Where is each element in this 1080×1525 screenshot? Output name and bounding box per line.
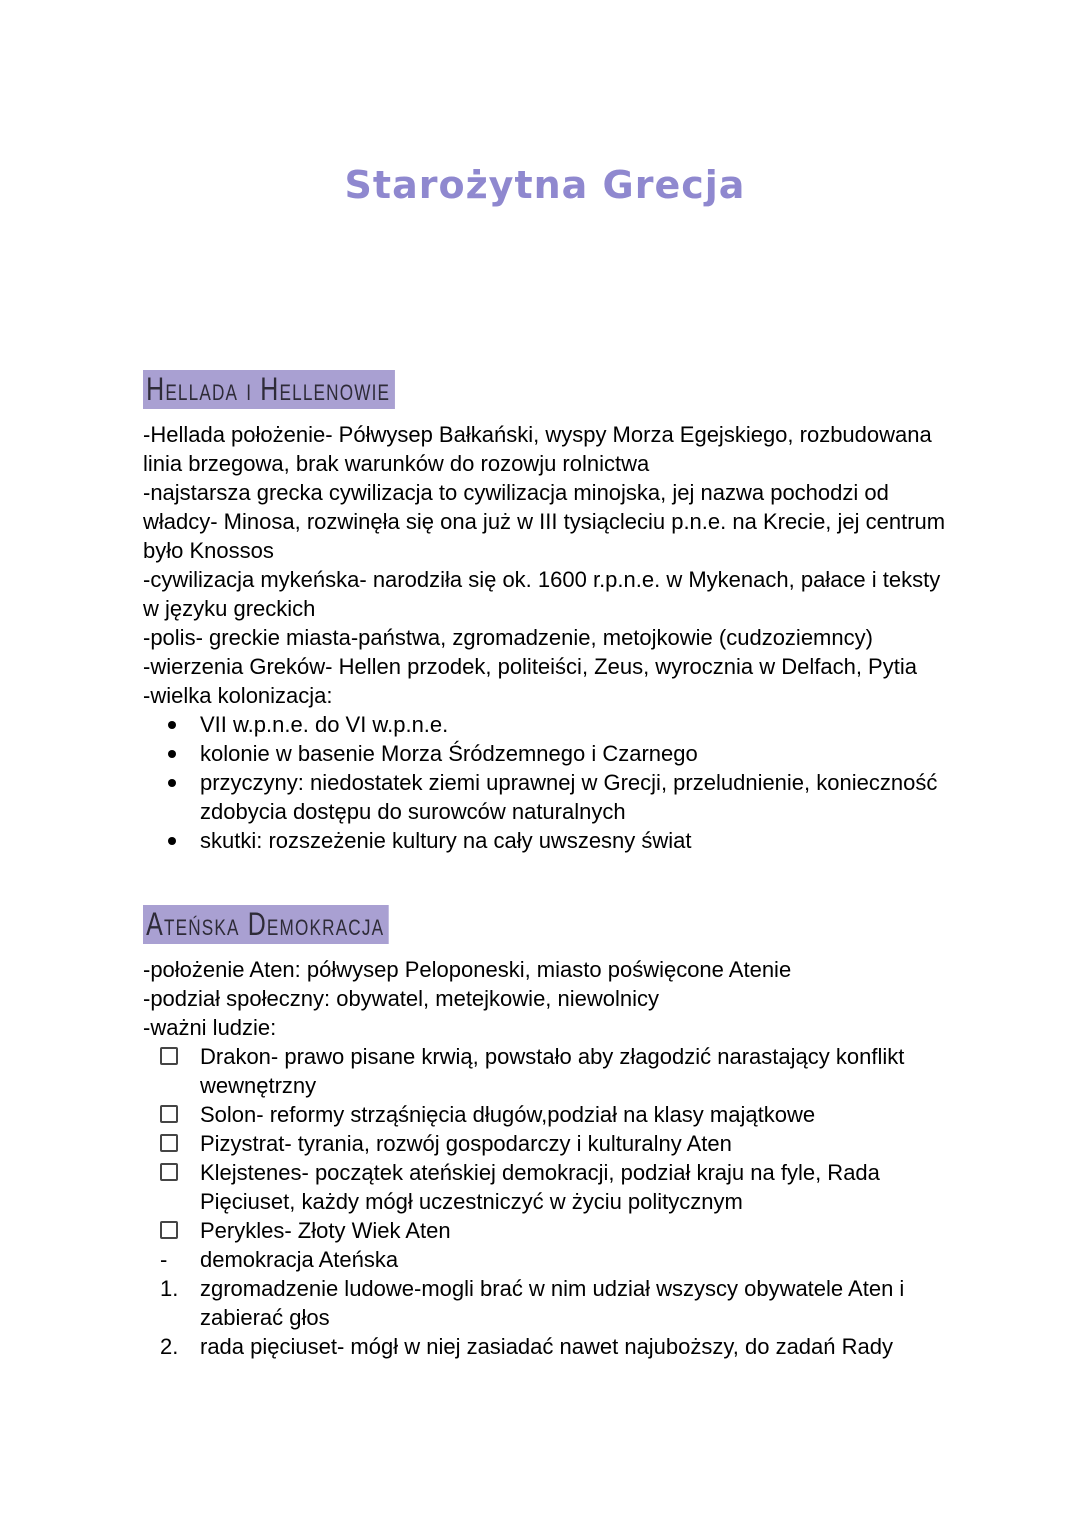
paragraph: -podział społeczny: obywatel, metejkowie, niewolnicy	[143, 986, 660, 1011]
numbered-list-item	[143, 1332, 947, 1361]
checkbox-unchecked-icon	[160, 1163, 178, 1181]
bullet-item	[143, 710, 947, 739]
checkbox-item-text: Pizystrat- tyrania, rozwój gospodarczy i kulturalny Aten	[200, 1131, 732, 1156]
checkbox-item	[143, 1129, 947, 1158]
paragraph: -wierzenia Greków- Hellen przodek, politeiści, Zeus, wyrocznia w Delfach, Pytia	[143, 654, 917, 679]
bullet-item-text: kolonie w basenie Morza Śródzemnego i Czarnego	[200, 741, 698, 766]
checkbox-item	[143, 1158, 947, 1216]
bullet-item	[143, 826, 947, 855]
bullet-icon	[168, 721, 176, 729]
checkbox-unchecked-icon	[160, 1105, 178, 1123]
bullet-icon	[168, 750, 176, 758]
paragraph: -ważni ludzie:	[143, 1015, 277, 1040]
checkbox-item	[143, 1042, 947, 1100]
checkbox-item-text: Drakon- prawo pisane krwią, powstało aby złagodzić narastający konflikt wewnętrzny	[200, 1044, 905, 1098]
dash-list-item	[143, 1245, 947, 1274]
bullet-item-text: skutki: rozszeżenie kultury na cały uwszesny świat	[200, 828, 692, 853]
bullet-item	[143, 768, 947, 826]
section-header-atenska-demokracja: Ateńska Demokracja	[143, 905, 389, 944]
checkbox-item	[143, 1100, 947, 1129]
paragraph: -cywilizacja mykeńska- narodziła się ok. 1600 r.p.n.e. w Mykenach, pałace i teksty w języku greckich	[143, 567, 941, 621]
checkbox-unchecked-icon	[160, 1047, 178, 1065]
dash-item-text: demokracja Ateńska	[200, 1247, 399, 1272]
checkbox-unchecked-icon	[160, 1134, 178, 1152]
checkbox-item-text: Solon- reformy strząśnięcia długów,podział na klasy majątkowe	[200, 1102, 816, 1127]
bullet-item-text: VII w.p.n.e. do VI w.p.n.e.	[200, 712, 449, 737]
paragraph: -położenie Aten: półwysep Peloponeski, miasto poświęcone Atenie	[143, 957, 792, 982]
list-number: 2.	[160, 1334, 179, 1359]
numbered-item-text: rada pięciuset- mógł w niej zasiadać nawet najuboższy, do zadań Rady	[200, 1334, 893, 1359]
paragraph: -Hellada położenie- Półwysep Bałkański, wyspy Morza Egejskiego, rozbudowana linia brzegowa, brak warunków do rozowju rolnictwa	[143, 422, 932, 476]
paragraph: -najstarsza grecka cywilizacja to cywilizacja minojska, jej nazwa pochodzi od władcy- Minosa, rozwinęła się ona już w III tysiącleciu p.n.e. na Krecie, jej centrum było Knossos	[143, 480, 946, 563]
list-number: 1.	[160, 1276, 179, 1301]
paragraph: -polis- greckie miasta-państwa, zgromadzenie, metojkowie (cudzoziemncy)	[143, 625, 873, 650]
document-title: Starożytna Grecja	[344, 163, 746, 207]
dash-marker: -	[160, 1247, 168, 1272]
checkbox-item	[143, 1216, 947, 1245]
checkbox-item-text: Klejstenes- początek ateńskiej demokracji, podział kraju na fyle, Rada Pięciuset, każdy mógł uczestniczyć w życiu politycznym	[200, 1160, 880, 1214]
bullet-icon	[168, 837, 176, 845]
bullet-item	[143, 739, 947, 768]
section-header-hellada: Hellada i Hellenowie	[143, 370, 395, 409]
section-hellada	[143, 370, 947, 855]
checkbox-item-text: Perykles- Złoty Wiek Aten	[200, 1218, 451, 1243]
bullet-item-text: przyczyny: niedostatek ziemi uprawnej w Grecji, przeludnienie, konieczność zdobycia dostępu do surowców naturalnych	[200, 770, 938, 824]
paragraph: -wielka kolonizacja:	[143, 683, 333, 708]
section-atenska-demokracja	[143, 905, 947, 1361]
numbered-list-item	[143, 1274, 947, 1332]
bullet-icon	[168, 779, 176, 787]
checkbox-unchecked-icon	[160, 1221, 178, 1239]
numbered-item-text: zgromadzenie ludowe-mogli brać w nim udział wszyscy obywatele Aten i zabierać głos	[200, 1276, 905, 1330]
